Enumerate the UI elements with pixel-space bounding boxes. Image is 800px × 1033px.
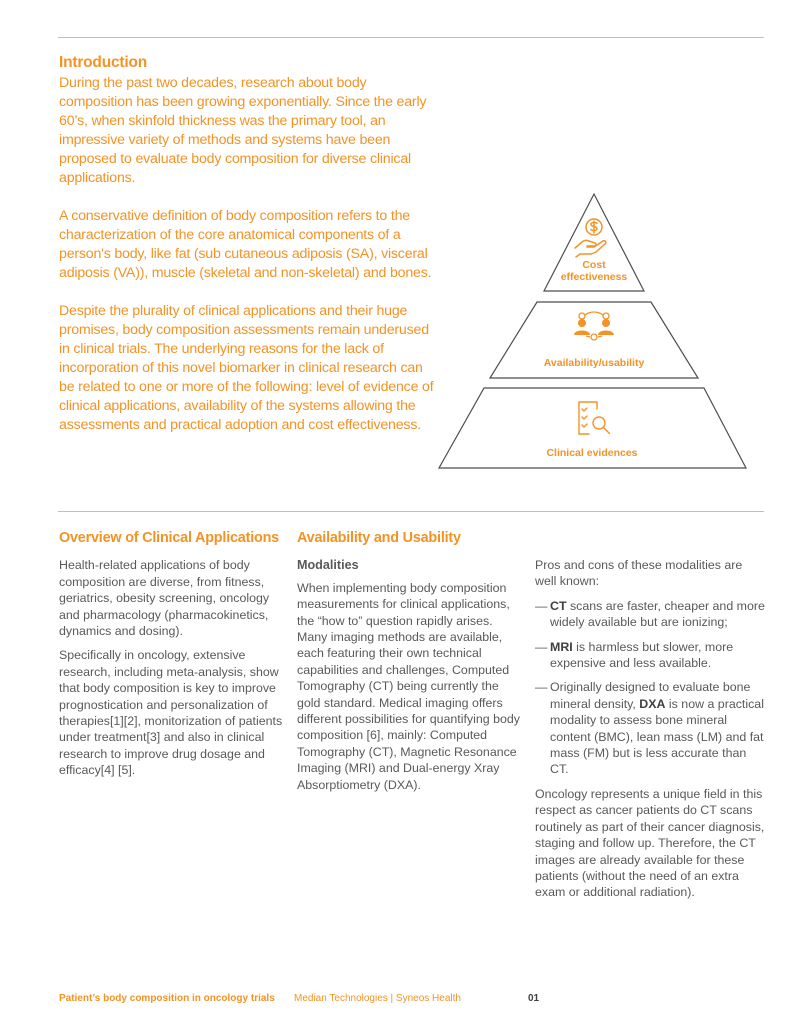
pyramid-diagram (436, 190, 748, 472)
ct-term: CT (550, 598, 567, 613)
availability-column (297, 530, 523, 801)
overview-paragraph-1: Health-related applications of body composition are diverse, from fitness, geriatrics, obesity screening, oncology and pharmacology (pharmacokinetics, dynamics and dosing). (59, 558, 270, 639)
footer-title: Patient’s body composition in oncology trials (59, 993, 275, 1004)
pyramid-top-label-line2: effectiveness (560, 271, 628, 283)
middle-rule (58, 511, 764, 512)
proscons-column (535, 557, 767, 909)
page-number: 01 (528, 993, 540, 1004)
list-item-ct: — CT scans are faster, cheaper and more widely available but are ionizing; (535, 598, 765, 630)
intro-paragraph-2: A conservative definition of body composition refers to the characterization of the core anatomical components of a person's body, like fat (sub cutaneous adiposis (SA), visceral adiposis (VA)), muscle (skeletal and non-skeletal) and bones. (59, 208, 432, 281)
overview-column (59, 530, 289, 787)
proscons-intro: Pros and cons of these modalities are well known: (535, 558, 743, 589)
dxa-term: DXA (639, 696, 666, 711)
modalities-subheading: Modalities (297, 558, 359, 573)
footer-companies: Median Technologies | Syneos Health (294, 993, 461, 1004)
page-footer (0, 993, 800, 1007)
availability-heading: Availability and Usability (297, 530, 461, 546)
oncology-paragraph: Oncology represents a unique field in this respect as cancer patients do CT scans routinely as part of their cancer diagnosis, staging and follow up. Therefore, the CT images are already available for these patients (without the need of an extra exam or additional radiation). (535, 786, 765, 900)
list-item-dxa: — Originally designed to evaluate bone mineral density, DXA is now a practical modality to assess bone mineral content (BMC), lean mass (LM) and fat mass (FM) but is less accurate than CT. (535, 680, 764, 777)
intro-paragraph-3: Despite the plurality of clinical applications and their huge promises, body composition assessments remain underused in clinical trials. The underlying reasons for the lack of incorporation of this novel biomarker in clinical research can be related to one or more of the following: level of evidence of clinical applications, availability of the systems allowing the assessments and practical adoption and cost effectiveness. (59, 303, 434, 433)
overview-paragraph-2: Specifically in oncology, extensive research, including meta-analysis, show that body composition is key to improve prognostication and personalization of therapies[1][2], monitorization of patients under treatment[3] and also in clinical research to improve drug dosage and efficacy[4] [5]. (59, 648, 283, 778)
pyramid-top-label-line1: Cost (582, 259, 606, 271)
introduction-heading: Introduction (59, 54, 147, 71)
top-rule (58, 37, 764, 38)
availability-paragraph: When implementing body composition measurements for clinical applications, the “how to” question rapidly arises. Many imaging methods are available, each featuring their own technical capabilities and challenges, Computed Tomography (CT) being currently the gold standard. Medical imaging offers different possibilities for quantifying body composition [6], mainly: Computed Tomography (CT), Magnetic Resonance Imaging (MRI) and Dual-energy Xray Absorptiometry (DXA). (297, 580, 520, 792)
mri-term: MRI (550, 639, 573, 654)
intro-paragraph-1: During the past two decades, research about body composition has been growing exponentially. Since the early 60’s, when skinfold thickness was the primary tool, an impressive variety of methods and systems have been proposed to evaluate body composition for diverse clinical applications. (59, 75, 427, 186)
pyramid-bottom-label: Clinical evidences (546, 447, 638, 459)
list-item-mri: — MRI is harmless but slower, more expensive and less available. (535, 639, 734, 671)
introduction-section (59, 54, 439, 454)
pyramid-middle-label: Availability/usability (543, 357, 645, 369)
modalities-list (535, 598, 767, 778)
overview-heading: Overview of Clinical Applications (59, 530, 279, 546)
